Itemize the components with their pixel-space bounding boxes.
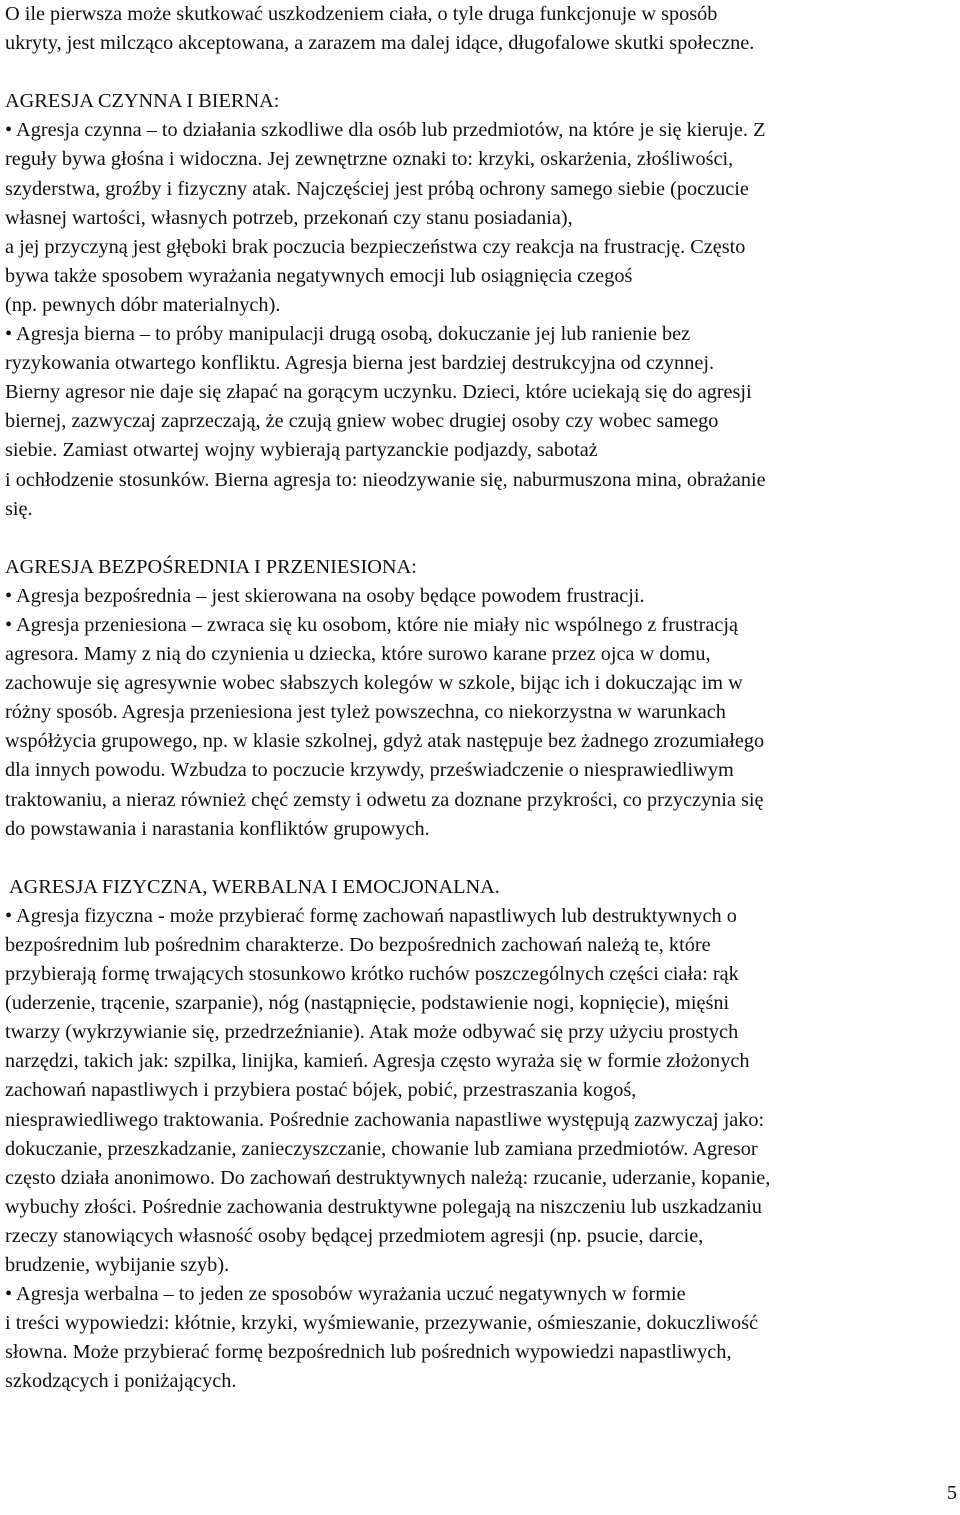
text-line: (uderzenie, trącenie, szarpanie), nóg (nastąpnięcie, podstawienie nogi, kopnięcie), mięśni [5,992,730,1015]
text-line: słowna. Może przybierać formę bezpośrednich lub pośrednich wypowiedzi napastliwych, [5,1341,732,1364]
paragraph-gap [5,524,957,553]
text-line: Bierny agresor nie daje się złapać na gorącym uczynku. Dzieci, które uciekają się do agresji [5,381,752,404]
text-line: zachowań napastliwych i przybiera postać bójek, pobić, przestraszania kogoś, [5,1079,637,1102]
text-line: brudzenie, wybijanie szyb). [5,1254,230,1277]
text-line: rzeczy stanowiących własność osoby będącej przedmiotem agresji (np. psucie, darcie, [5,1224,704,1247]
text-line: AGRESJA FIZYCZNA, WERBALNA I EMOCJONALNA. [5,875,500,898]
text-line: • Agresja werbalna – to jeden ze sposobów wyrażania uczuć negatywnych w formie [5,1283,686,1306]
text-line: wybuchy złości. Pośrednie zachowania destruktywne polegają na niszczeniu lub uszkadzaniu [5,1195,762,1218]
text-line: ryzykowania otwartego konfliktu. Agresja bierna jest bardziej destrukcyjna od czynnej. [5,352,715,375]
text-line: bywa także sposobem wyrażania negatywnych emocji lub osiągnięcia czegoś [5,264,633,287]
text-line: AGRESJA CZYNNA I BIERNA: [5,90,280,113]
text-line: szkodzących i poniżających. [5,1370,237,1393]
text-line: (np. pewnych dóbr materialnych). [5,293,281,316]
text-line: szyderstwa, groźby i fizyczny atak. Najczęściej jest próbą ochrony samego siebie (poczucie [5,177,749,200]
text-line: i ochłodzenie stosunków. Bierna agresja to: nieodzywanie się, naburmuszona mina, obrażanie [5,468,766,491]
text-line: • Agresja fizyczna - może przybierać formę zachowań napastliwych lub destruktywnych o [5,904,737,927]
text-line: niesprawiedliwego traktowania. Pośrednie zachowania napastliwe występują zazwyczaj jako: [5,1108,765,1131]
document-page [5,0,957,1397]
text-line: i treści wypowiedzi: kłótnie, krzyki, wyśmiewanie, przezywanie, ośmieszanie, dokuczliwość [5,1312,758,1335]
text-line: przybierają formę trwających stosunkowo krótko ruchów poszczególnych części ciała: rąk [5,963,739,986]
paragraph-gap [5,844,957,873]
text-line: narzędzi, takich jak: szpilka, linijka, kamień. Agresja często wyraża się w formie złożonych [5,1050,750,1073]
text-line: dla innych powodu. Wzbudza to poczucie krzywdy, przeświadczenie o niesprawiedliwym [5,759,734,782]
text-line: a jej przyczyną jest głęboki brak poczucia bezpieczeństwa czy reakcja na frustrację. Często [5,235,746,258]
text-line: traktowaniu, a nieraz również chęć zemsty i odwetu za doznane przykrości, co przyczynia się [5,788,764,811]
text-line: zachowuje się agresywnie wobec słabszych kolegów w szkole, bijąc ich i dokuczając im w [5,672,743,695]
text-line: • Agresja bierna – to próby manipulacji drugą osobą, dokuczanie jej lub ranienie bez [5,323,691,346]
text-line: często działa anonimowo. Do zachowań destruktywnych należą: rzucanie, uderzanie, kopanie, [5,1166,771,1189]
text-line: • Agresja czynna – to działania szkodliwe dla osób lub przedmiotów, na które je się kieruje. Z [5,119,766,142]
text-line: • Agresja bezpośrednia – jest skierowana na osoby będące powodem frustracji. [5,584,645,607]
text-line: różny sposób. Agresja przeniesiona jest tyleż powszechna, co niekorzystna w warunkach [5,701,726,724]
text-line: dokuczanie, przeszkadzanie, zanieczyszczanie, chowanie lub zamiana przedmiotów. Agresor [5,1137,758,1160]
text-line: do powstawania i narastania konfliktów grupowych. [5,817,430,840]
text-line: reguły bywa głośna i widoczna. Jej zewnętrzne oznaki to: krzyki, oskarżenia, złośliwości, [5,148,734,171]
page-number: 5 [946,1482,957,1504]
text-line: się. [5,497,33,520]
text-line: twarzy (wykrzywianie się, przedrzeźnianie). Atak może odbywać się przy użyciu prostych [5,1021,739,1044]
paragraph-gap [5,58,957,87]
text-line: AGRESJA BEZPOŚREDNIA I PRZENIESIONA: [5,555,417,578]
text-line: bezpośrednim lub pośrednim charakterze. Do bezpośrednich zachowań należą te, które [5,934,711,956]
text-line: O ile pierwsza może skutkować uszkodzeniem ciała, o tyle druga funkcjonuje w sposób [5,3,718,25]
text-line: współżycia grupowego, np. w klasie szkolnej, gdyż atak następuje bez żadnego zrozumiałego [5,730,765,753]
text-line: biernej, zazwyczaj zaprzeczają, że czują gniew wobec drugiej osoby czy wobec samego [5,410,719,433]
text-line: własnej wartości, własnych potrzeb, przekonań czy stanu posiadania), [5,206,573,229]
text-line: ukryty, jest milcząco akceptowana, a zarazem ma dalej idące, długofalowe skutki społeczne. [5,32,755,55]
text-line: agresora. Mamy z nią do czynienia u dziecka, które surowo karane przez ojca w domu, [5,643,711,666]
text-line: siebie. Zamiast otwartej wojny wybierają partyzanckie podjazdy, sabotaż [5,439,598,462]
text-line: • Agresja przeniesiona – zwraca się ku osobom, które nie miały nic wspólnego z frustracją [5,613,739,636]
